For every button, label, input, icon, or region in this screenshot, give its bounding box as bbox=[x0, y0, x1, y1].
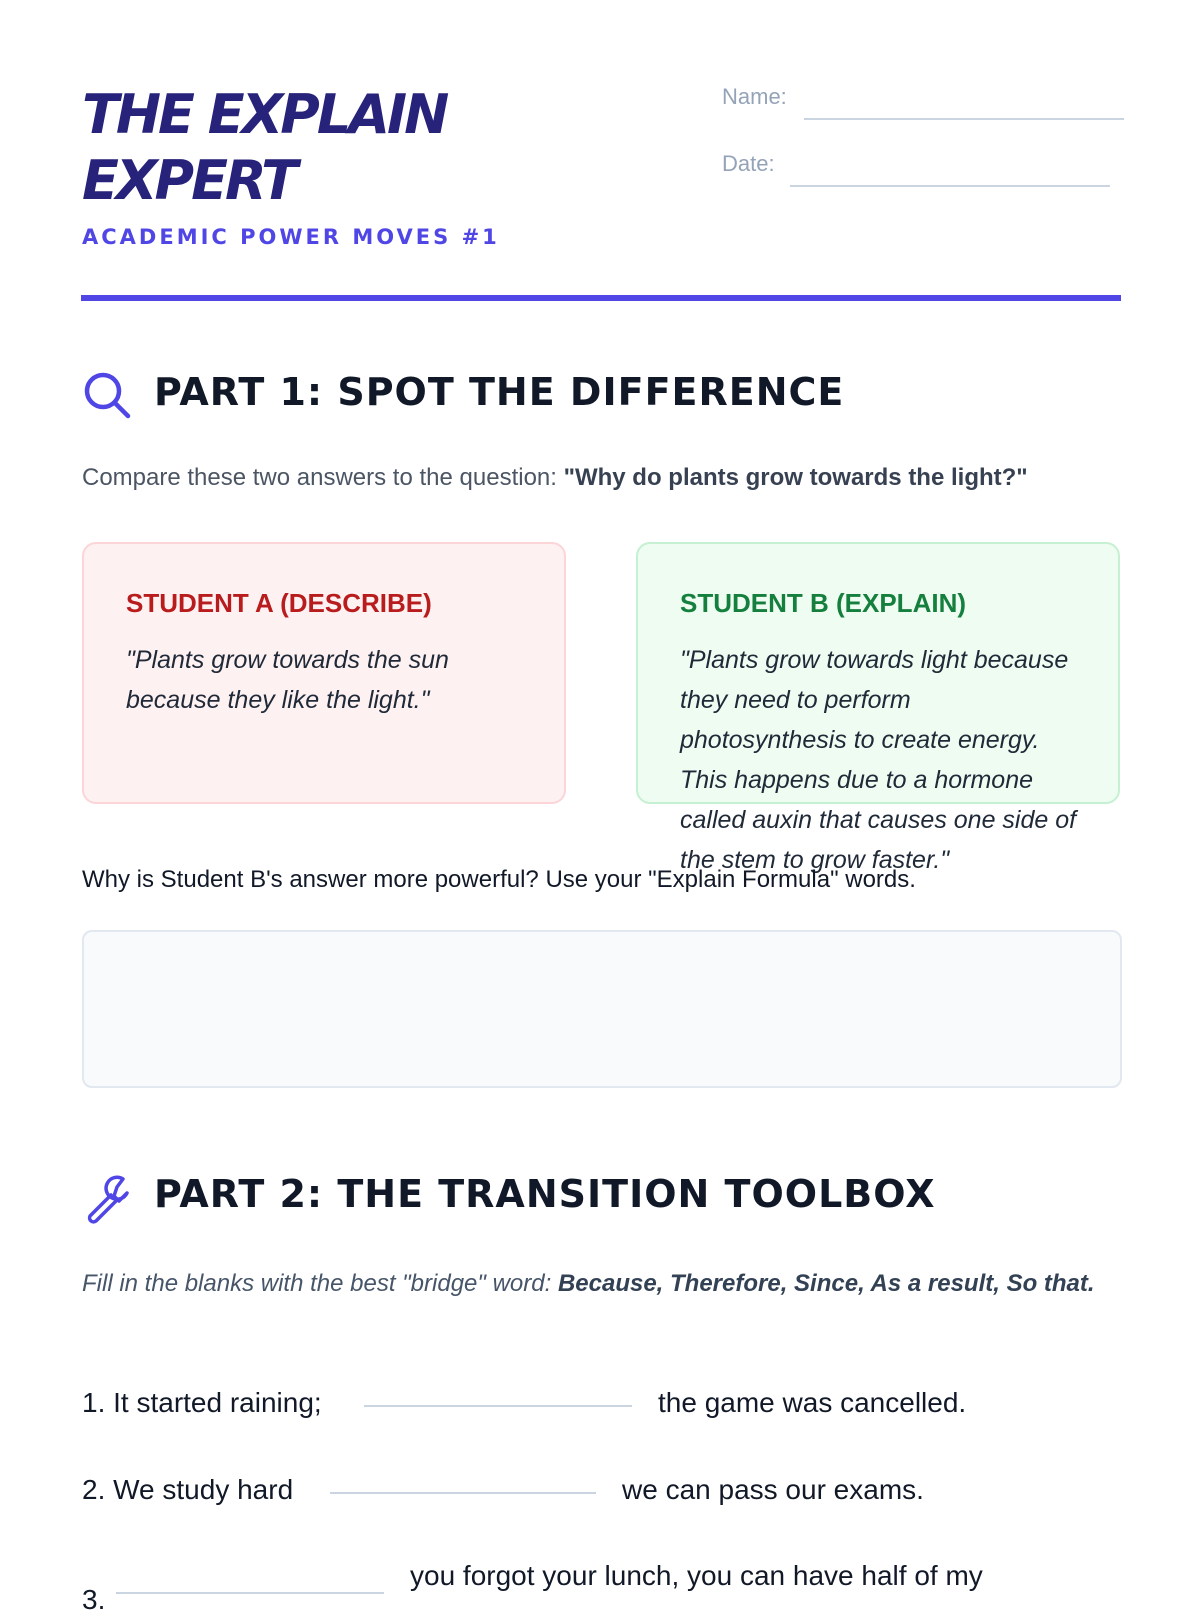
search-icon bbox=[82, 370, 132, 420]
worksheet-title bbox=[82, 82, 446, 214]
title-line-2: EXPERT bbox=[82, 149, 295, 212]
item-1-after: the game was cancelled. bbox=[658, 1387, 967, 1418]
item-3-after: you forgot your lunch, you can have half of my bbox=[410, 1560, 983, 1591]
student-a-text: "Plants grow towards the sun because they like the light." bbox=[126, 646, 449, 714]
answer-box[interactable] bbox=[82, 930, 1122, 1088]
student-b-label: STUDENT B (EXPLAIN) bbox=[680, 588, 966, 618]
intro-question: "Why do plants grow towards the light?" bbox=[563, 464, 1028, 491]
part1-intro bbox=[82, 464, 1028, 492]
intro-prefix: Compare these two answers to the question: bbox=[82, 464, 564, 491]
instruction-prefix: Fill in the blanks with the best "bridge" word: bbox=[82, 1270, 558, 1297]
item-1-before: 1. It started raining; bbox=[82, 1387, 322, 1418]
title-line-1: THE EXPLAIN bbox=[82, 83, 447, 146]
date-field[interactable] bbox=[790, 185, 1110, 187]
item-3-before: 3. bbox=[82, 1584, 106, 1615]
student-a-label: STUDENT A (DESCRIBE) bbox=[126, 588, 432, 618]
part1-question: Why is Student B's answer more powerful? Use your "Explain Formula" words. bbox=[82, 866, 916, 893]
instruction-words: Because, Therefore, Since, As a result, So that. bbox=[557, 1270, 1095, 1297]
part2-title: PART 2: THE TRANSITION TOOLBOX bbox=[154, 1172, 936, 1216]
student-b-text: "Plants grow towards light because they need to perform photosynthesis to create energy. This happens due to a hormone called auxin that causes one side of the stem to grow faster." bbox=[680, 646, 1077, 874]
part2-instruction bbox=[82, 1264, 1122, 1304]
item-3-blank[interactable] bbox=[116, 1592, 384, 1594]
item-2-before: 2. We study hard bbox=[82, 1474, 294, 1505]
item-2-blank[interactable] bbox=[330, 1492, 596, 1494]
item-2-after: we can pass our exams. bbox=[622, 1474, 924, 1505]
item-1-blank[interactable] bbox=[364, 1405, 632, 1407]
wrench-icon bbox=[82, 1174, 132, 1224]
student-b-card bbox=[636, 542, 1120, 874]
header-divider bbox=[81, 295, 1121, 301]
date-label: Date: bbox=[722, 151, 775, 176]
name-label: Name: bbox=[722, 84, 787, 109]
part1-title: PART 1: SPOT THE DIFFERENCE bbox=[154, 370, 845, 414]
worksheet-subtitle: ACADEMIC POWER MOVES #1 bbox=[82, 225, 500, 249]
name-field[interactable] bbox=[804, 118, 1124, 120]
student-a-card bbox=[82, 542, 566, 804]
